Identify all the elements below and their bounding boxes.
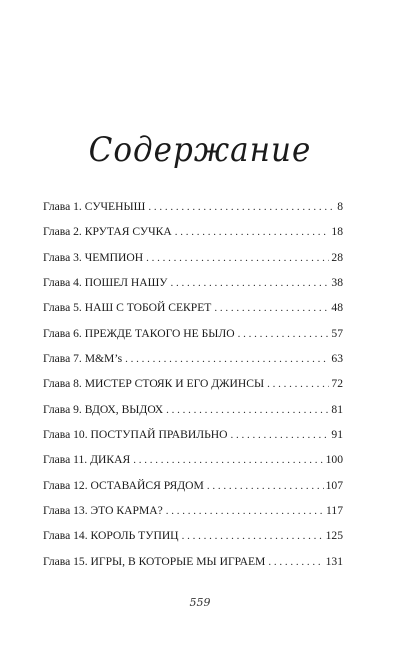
toc-entry[interactable] — [43, 427, 343, 452]
toc-chapter-title: СУЧЕНЫШ — [84, 200, 146, 213]
toc-dot-leader — [207, 478, 324, 494]
toc-chapter-title: ОСТАВАЙСЯ РЯДОМ — [90, 478, 204, 492]
toc-chapter-title: МИСТЕР СТОЯК И ЕГО ДЖИНСЫ — [84, 377, 265, 391]
toc-dot-leader — [146, 250, 329, 266]
page-title: Содержание — [88, 130, 312, 170]
toc-page-number: 131 — [325, 554, 343, 568]
toc-entry-label — [43, 224, 175, 240]
toc-entry[interactable] — [43, 528, 343, 553]
toc-page-number: 18 — [331, 225, 343, 239]
toc-entry[interactable] — [43, 452, 343, 477]
toc-entry-label — [43, 402, 166, 418]
toc-entry[interactable] — [43, 250, 343, 275]
toc-dot-leader — [267, 376, 329, 392]
toc-chapter-title: КОРОЛЬ ТУПИЦ — [90, 529, 179, 543]
toc-chapter-title: ПОСТУПАЙ ПРАВИЛЬНО — [90, 428, 228, 442]
toc-chapter-number: Глава 2. — [43, 225, 82, 239]
toc-chapter-title: ПРЕЖДЕ ТАКОГО НЕ БЫЛО — [84, 326, 235, 340]
toc-chapter-number: Глава 7. — [43, 352, 82, 366]
toc-page-number: 48 — [331, 301, 343, 315]
toc-chapter-number: Глава 3. — [43, 250, 82, 264]
toc-page-number: 100 — [325, 453, 343, 467]
toc-entry[interactable] — [43, 199, 343, 224]
toc-page-number: 63 — [331, 352, 343, 366]
toc-page-number: 91 — [331, 428, 343, 442]
toc-entry-label — [43, 376, 267, 392]
toc-entry-label — [43, 326, 238, 342]
toc-dot-leader — [133, 452, 323, 468]
toc-page-number: 117 — [326, 504, 343, 518]
toc-dot-leader — [125, 351, 329, 367]
toc-chapter-title: ИГРЫ, В КОТОРЫЕ МЫ ИГРАЕМ — [90, 554, 266, 568]
toc-dot-leader — [166, 402, 329, 418]
toc-dot-leader — [231, 427, 330, 443]
toc-entry-label — [43, 503, 166, 519]
toc-chapter-number: Глава 4. — [43, 276, 82, 290]
toc-page-number: 38 — [331, 276, 343, 290]
toc-entry-label — [43, 427, 231, 443]
toc-chapter-number: Глава 15. — [43, 554, 88, 568]
toc-chapter-number: Глава 1. — [43, 200, 82, 213]
toc-entry[interactable] — [43, 554, 343, 579]
toc-chapter-number: Глава 9. — [43, 402, 82, 416]
toc-dot-leader — [166, 503, 324, 519]
toc-page-number: 57 — [331, 326, 343, 340]
toc-entry[interactable] — [43, 326, 343, 351]
toc-chapter-number: Глава 5. — [43, 301, 82, 315]
toc-chapter-title: НАШ С ТОБОЙ СЕКРЕТ — [84, 301, 212, 315]
toc-entry-label — [43, 300, 214, 316]
toc-page-number: 107 — [325, 478, 343, 492]
toc-dot-leader — [238, 326, 330, 342]
toc-entry[interactable] — [43, 503, 343, 528]
toc-entry[interactable] — [43, 478, 343, 503]
toc-chapter-title: ПОШЕЛ НАШУ — [84, 276, 168, 290]
toc-entry-label — [43, 250, 146, 266]
toc-dot-leader — [175, 224, 330, 240]
toc-chapter-title: КРУТАЯ СУЧКА — [84, 225, 172, 239]
toc-dot-leader — [268, 554, 323, 570]
toc-entry-label — [43, 478, 207, 494]
toc-chapter-number: Глава 11. — [43, 453, 88, 467]
toc-chapter-number: Глава 8. — [43, 377, 82, 391]
toc-chapter-title: ВДОХ, ВЫДОХ — [84, 402, 164, 416]
toc-entry[interactable] — [43, 224, 343, 249]
toc-dot-leader — [171, 275, 330, 291]
toc-chapter-number: Глава 14. — [43, 529, 88, 543]
toc-chapter-title: ДИКАЯ — [90, 453, 131, 467]
toc-entry-label — [43, 351, 125, 367]
toc-entry[interactable] — [43, 376, 343, 401]
toc-page-number: 72 — [331, 377, 343, 391]
toc-entry-label — [43, 452, 133, 468]
page-number: 559 — [189, 596, 211, 609]
toc-entry[interactable] — [43, 351, 343, 376]
toc-entry-label — [43, 199, 148, 215]
toc-chapter-title: M&M’s — [84, 352, 123, 366]
toc-entry[interactable] — [43, 300, 343, 325]
toc-entry[interactable] — [43, 275, 343, 300]
toc-dot-leader — [182, 528, 324, 544]
toc-chapter-title: ЭТО КАРМА? — [90, 504, 163, 518]
toc-page-number: 28 — [331, 250, 343, 264]
toc-chapter-number: Глава 10. — [43, 428, 88, 442]
toc-chapter-number: Глава 6. — [43, 326, 82, 340]
toc-entry-label — [43, 275, 171, 291]
toc-entry-label — [43, 554, 268, 570]
toc-page-number: 125 — [325, 529, 343, 543]
toc-dot-leader — [214, 300, 329, 316]
toc-page-number: 8 — [337, 200, 343, 213]
toc-chapter-number: Глава 13. — [43, 504, 88, 518]
toc-chapter-title: ЧЕМПИОН — [84, 250, 144, 264]
toc-chapter-number: Глава 12. — [43, 478, 88, 492]
toc-entry-label — [43, 528, 182, 544]
toc-entry[interactable] — [43, 402, 343, 427]
toc-dot-leader — [148, 199, 335, 215]
toc-page-number: 81 — [331, 402, 343, 416]
table-of-contents — [43, 199, 343, 579]
